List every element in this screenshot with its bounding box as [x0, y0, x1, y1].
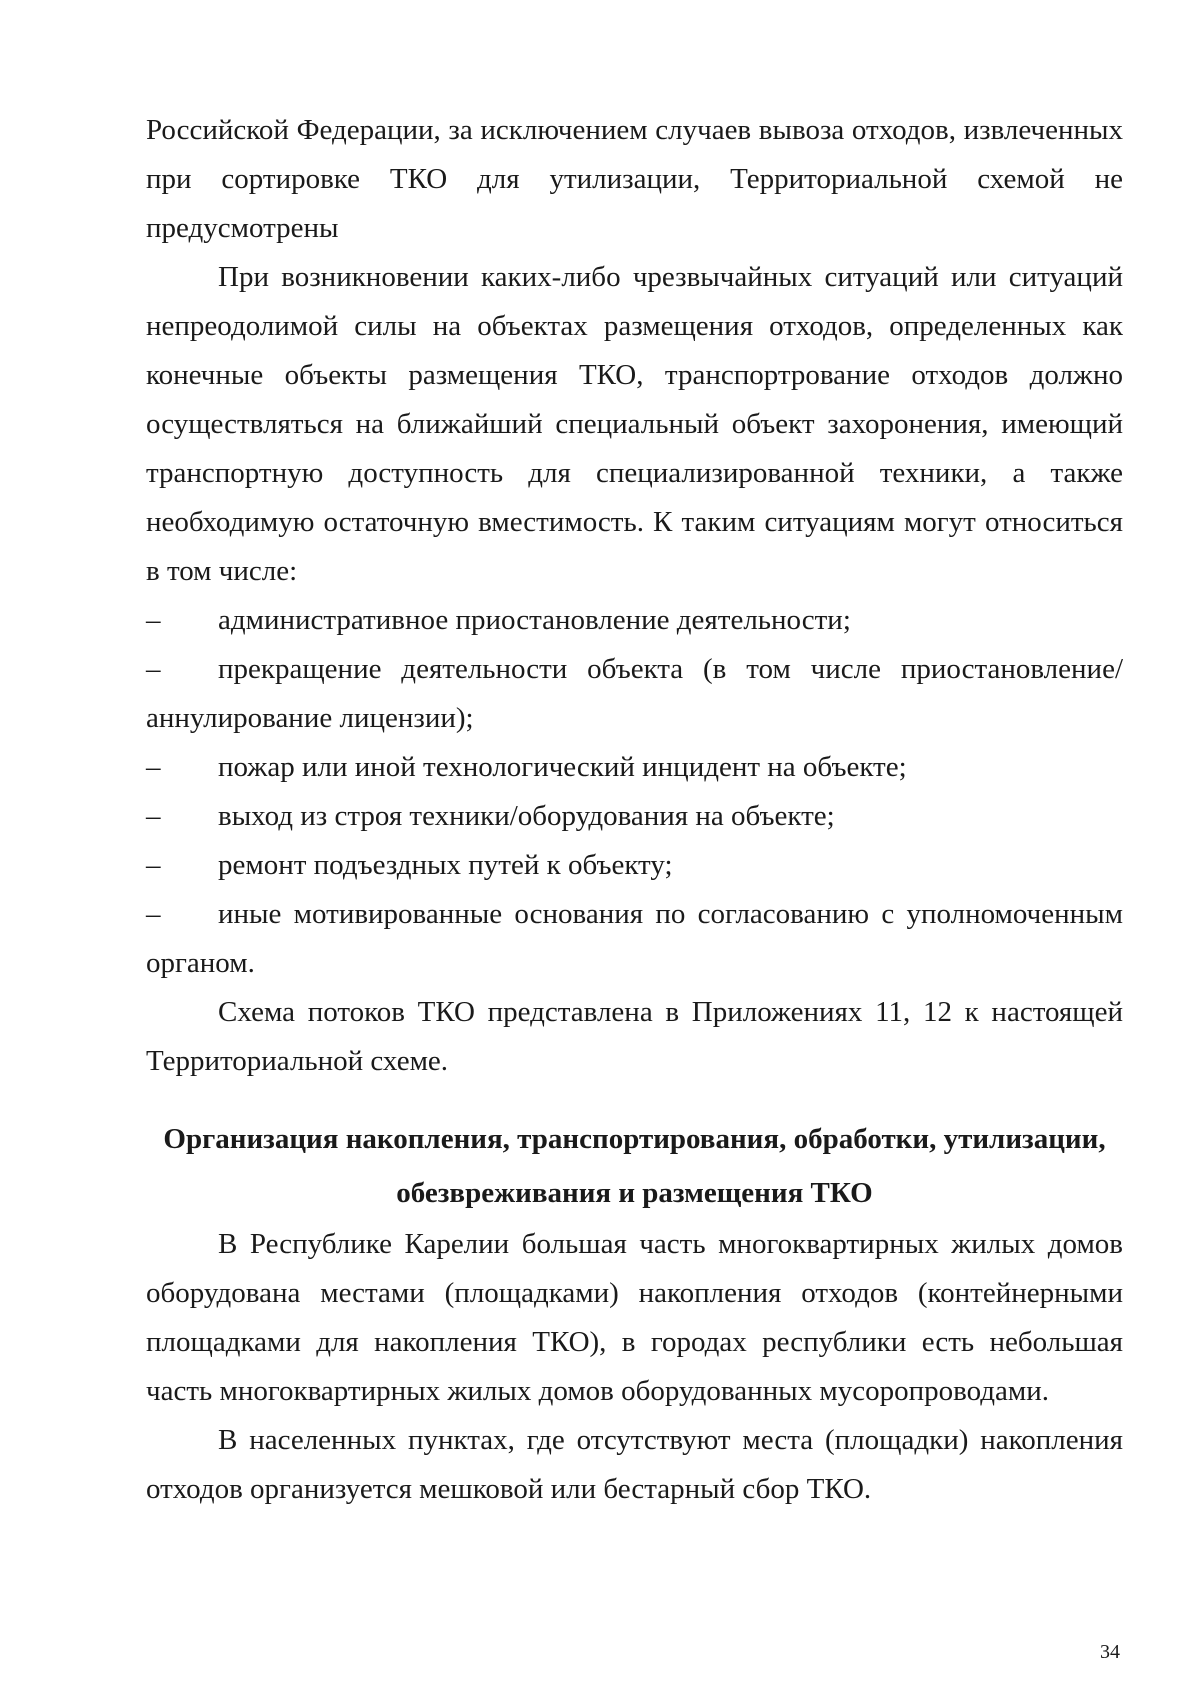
list-item: [146, 743, 1123, 792]
list-item-text: иные мотивированные основания по согласованию с уполномоченным органом.: [146, 898, 1123, 979]
list-item: [146, 792, 1123, 841]
paragraph-continuation: Российской Федерации, за исключением случаев вывоза отходов, извлеченных при сортировке ТКО для утилизации, Территориальной схемой не предусмотрены: [146, 114, 1123, 244]
list-item-text: ремонт подъездных путей к объекту;: [218, 849, 673, 881]
heading-line-2: обезвреживания и размещения ТКО: [396, 1177, 873, 1209]
dash-marker: –: [146, 849, 161, 881]
dash-marker: –: [146, 604, 161, 636]
list-item-text: пожар или иной технологический инцидент на объекте;: [218, 751, 907, 783]
page-number: 34: [1100, 1641, 1120, 1663]
dash-marker: –: [146, 653, 161, 685]
paragraph-settlements: В населенных пунктах, где отсутствуют места (площадки) накопления отходов организуется мешковой или бестарный сбор ТКО.: [146, 1424, 1123, 1505]
dash-marker: –: [146, 898, 161, 930]
paragraph-scheme: Схема потоков ТКО представлена в Приложениях 11, 12 к настоящей Территориальной схеме.: [146, 996, 1123, 1077]
list-item: [146, 890, 1123, 988]
dash-marker: –: [146, 751, 161, 783]
paragraph-karelia: В Республике Карелии большая часть многоквартирных жилых домов оборудована местами (площадками) накопления отходов (контейнерными площадками для накопления ТКО), в городах республики есть небольшая часть многоквартирных жилых домов оборудованных мусоропроводами.: [146, 1228, 1123, 1407]
list-item: [146, 596, 1123, 645]
list-item: [146, 841, 1123, 890]
list-item-text: выход из строя техники/оборудования на объекте;: [218, 800, 835, 832]
dash-marker: –: [146, 800, 161, 832]
heading-line-1: Организация накопления, транспортирования, обработки, утилизации,: [163, 1123, 1106, 1155]
list-item: [146, 645, 1123, 743]
paragraph-emergency: При возникновении каких-либо чрезвычайных ситуаций или ситуаций непреодолимой силы на объектах размещения отходов, определенных как конечные объекты размещения ТКО, транспортрование отходов должно осуществляться на ближайший специальный объект захоронения, имеющий транспортную доступность для специализированной техники, а также необходимую остаточную вместимость. К таким ситуациям могут относиться в том числе:: [146, 261, 1123, 587]
document-page: [146, 106, 1123, 1514]
list-item-text: прекращение деятельности объекта (в том числе приостановление/ аннулирование лицензии);: [146, 653, 1123, 734]
section-heading: [146, 1112, 1123, 1220]
list-item-text: административное приостановление деятельности;: [218, 604, 851, 636]
